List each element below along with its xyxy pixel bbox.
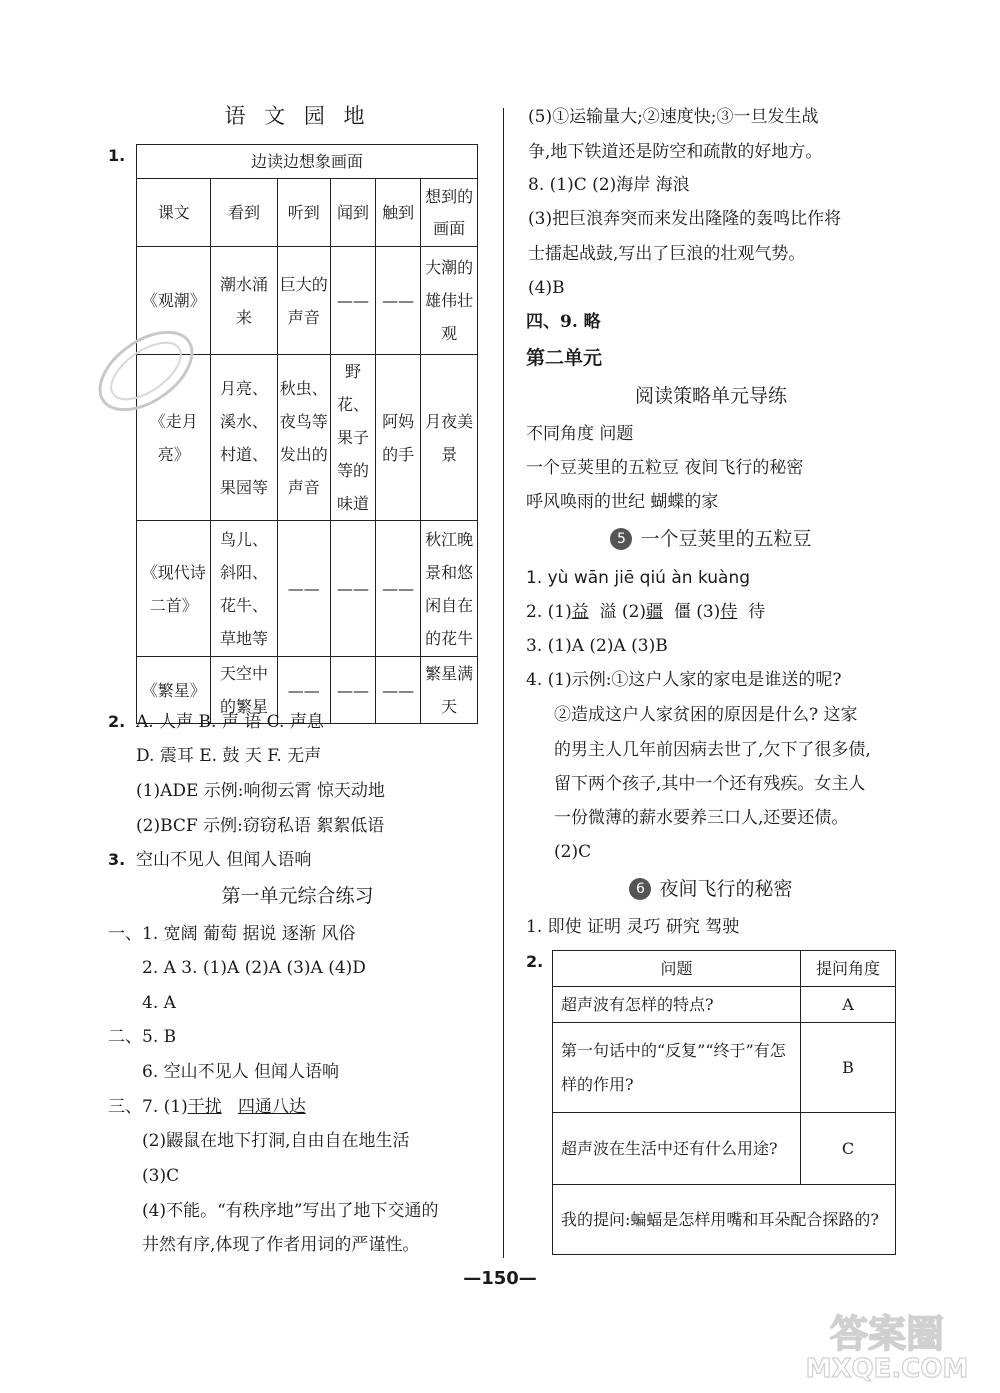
table-cell: 阿妈的手 [376,355,421,521]
pinyin-line: 1. yù wān jiē qiú àn kuàng [526,568,751,588]
table-cell: 月夜美景 [421,355,478,521]
table-cell: 月亮、溪水、村道、果园等 [211,355,277,521]
answer-line: (4)B [528,278,565,298]
answer-line: 3. 空山不见人 但闻人语响 [108,850,312,870]
table-cell: 繁星满天 [421,657,478,724]
svg-text:答案圈: 答案圈 [829,1312,945,1356]
table-cell: 鸟儿、斜阳、花牛、草地等 [211,521,277,657]
answer-line: 三、7. (1)干扰 四通八达 [108,1097,306,1117]
imagination-table [136,144,478,724]
answer-line: (2)C [554,842,592,862]
table-cell: —— [376,247,421,355]
answer-line: (3)把巨浪奔突而来发出隆隆的轰鸣比作将 [528,209,842,229]
answer-line: 呼风唤雨的世纪 蝴蝶的家 [526,492,719,512]
table-header: 课文 [137,179,211,247]
table-cell: 《走月亮》 [137,355,211,521]
answer-line: 3. (1)A (2)A (3)B [526,636,668,656]
watermark-logo [792,1305,982,1385]
table-cell: —— [277,521,330,657]
answer-line: (3)C [142,1166,180,1186]
answer-line: 4. (1)示例:①这户人家的家电是谁送的呢? [526,670,842,690]
table-cell: 大潮的雄伟壮观 [421,247,478,355]
answer-line: 6. 空山不见人 但闻人语响 [142,1062,340,1082]
table-cell: 潮水涌来 [211,247,277,355]
answer-line: (4)不能。“有秩序地”写出了地下交通的 [142,1201,439,1221]
table-cell: 我的提问:蝙蝠是怎样用嘴和耳朵配合探路的? [553,1185,896,1255]
unit-heading: 第二单元 [526,347,603,369]
table-cell: A [800,987,895,1023]
table-cell: —— [330,247,375,355]
unit-exercise-title: 第一单元综合练习 [221,885,374,907]
answer-line: 井然有序,体现了作者用词的严谨性。 [142,1235,420,1255]
answer-line: 一、1. 宽阔 葡萄 据说 逐渐 风俗 [108,924,356,944]
column-divider [503,108,504,1258]
table-cell: 超声波有怎样的特点? [553,987,801,1023]
table-cell: —— [330,657,375,724]
answer-line: 一份微薄的薪水要养三口人,还要还债。 [554,808,849,828]
answer-line: 二、5. B [108,1027,177,1047]
answer-line: ②造成这户人家贫困的原因是什么? 这家 [554,705,858,725]
answer-line: 2. A. 人声 B. 声 语 C. 声息 [108,712,324,732]
answer-line: 一个豆荚里的五粒豆 夜间飞行的秘密 [526,458,804,478]
table-cell: C [800,1113,895,1185]
table-header: 触到 [376,179,421,247]
table-cell: —— [277,657,330,724]
table-header: 听到 [277,179,330,247]
table-header: 闻到 [330,179,375,247]
table-header: 想到的画面 [421,179,478,247]
table-header: 问题 [553,951,801,987]
answer-line: 2. A 3. (1)A (2)A (3)A (4)D [142,958,366,978]
table-cell: 《观潮》 [137,247,211,355]
answer-line: 2. (1)益 溢 (2)疆 僵 (3)侍 待 [526,602,766,622]
table-cell: —— [330,521,375,657]
answer-line: 争,地下铁道还是防空和疏散的好地方。 [528,142,823,162]
answer-line: (1)ADE 示例:响彻云霄 惊天动地 [136,781,385,801]
lesson-title: 5 一个豆荚里的五粒豆 [522,527,900,551]
answer-line: 的男主人几年前因病去世了,欠下了很多债, [554,740,871,760]
table-cell: 超声波在生活中还有什么用途? [553,1113,801,1185]
lesson-title: 6 夜间飞行的秘密 [522,877,900,901]
answer-line: (2)BCF 示例:窃窃私语 絮絮低语 [136,816,385,836]
table-cell: 秋江晚景和悠闲自在的花牛 [421,521,478,657]
table-header: 提问角度 [800,951,895,987]
question-angle-table [552,950,896,1255]
table-header: 看到 [211,179,277,247]
table-cell: —— [376,657,421,724]
answer-line: 不同角度 问题 [526,424,634,444]
table-cell: 第一句话中的“反复”“终于”有怎样的作用? [553,1023,801,1113]
answer-line: D. 震耳 E. 鼓 天 F. 无声 [136,746,322,766]
svg-text:MXQE.COM: MXQE.COM [805,1354,969,1384]
lesson-number-badge: 6 [629,878,651,900]
faint-stamp-mark [86,316,206,426]
section-title: 语 文 园 地 [224,104,371,128]
table-cell: 巨大的声音 [277,247,330,355]
answer-line: 四、9. 略 [526,312,601,332]
answer-line: (5)①运输量大;②速度快;③一旦发生战 [528,107,819,127]
table-cell: B [800,1023,895,1113]
table-cell: 天空中的繁星 [211,657,277,724]
table-cell: 野花、果子等的味道 [330,355,375,521]
answer-line: (2)鼹鼠在地下打洞,自由自在地生活 [142,1131,410,1151]
question-number: 2. [526,952,544,971]
answer-line: 留下两个孩子,其中一个还有残疾。女主人 [554,774,866,794]
page-number: —150— [463,1268,537,1289]
answer-line: 士擂起战鼓,写出了巨浪的壮观气势。 [528,244,806,264]
table-cell: —— [376,521,421,657]
table-cell: 《现代诗二首》 [137,521,211,657]
answer-line: 8. (1)C (2)海岸 海浪 [528,175,690,195]
table-cell: 秋虫、夜鸟等发出的声音 [277,355,330,521]
table-caption: 边读边想象画面 [137,145,478,179]
answer-line: 1. 即使 证明 灵巧 研究 驾驶 [526,917,740,937]
question-number: 1. [108,146,126,165]
lesson-number-badge: 5 [610,528,632,550]
table-cell: 《繁星》 [137,657,211,724]
answer-line: 4. A [142,993,176,1013]
guide-title: 阅读策略单元导练 [634,385,787,407]
